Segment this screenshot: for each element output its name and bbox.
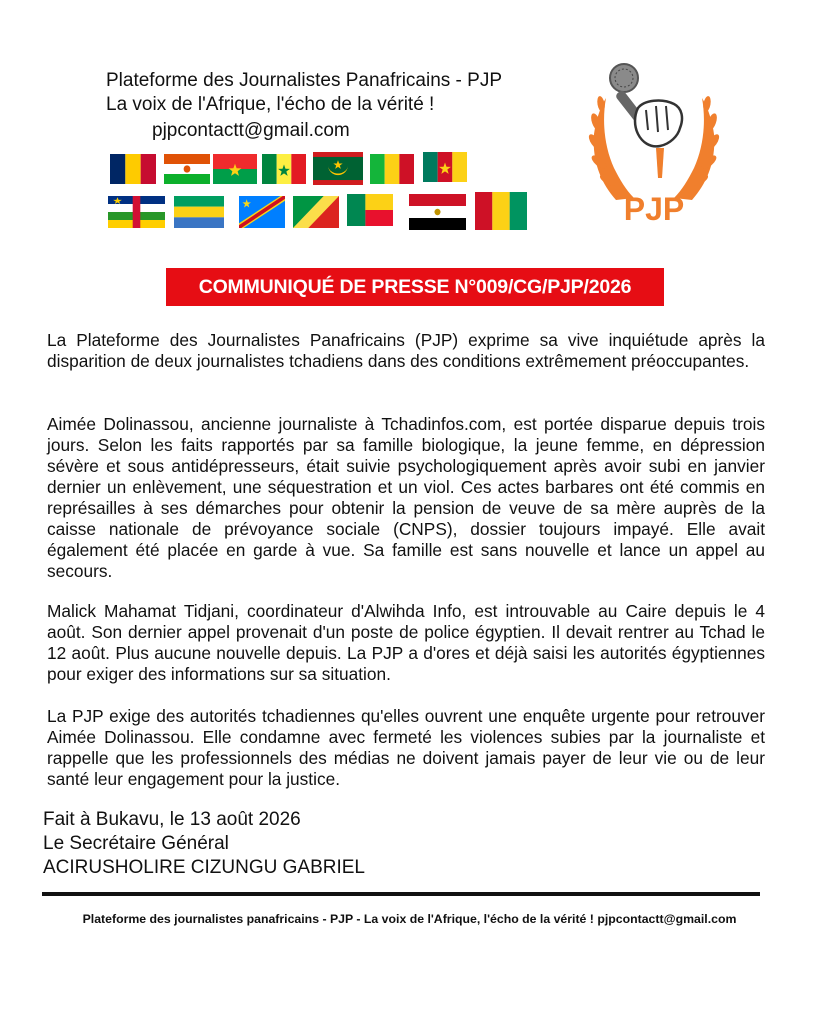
paragraph-dolinassou: Aimée Dolinassou, ancienne journaliste à Tchadinfos.com, est portée disparue depuis trois jours. Selon les faits rapportés par sa famille biologique, la jeune femme, en dépression sévère et sous antidépresseurs, était suivie psychologiquement après avoir subi en janvier dernier un enlèvement, une séquestration et un viol. Ces actes barbares ont été commis en représailles à ses démarches pour obtenir la pension de veuve de sa mère auprès de la caisse nationale de prévoyance sociale (CNPS), dossier toujours impayé. Elle avait également été placée en garde à vue. Sa famille est sans nouvelle et lance un appel au secours.	[47, 414, 765, 581]
press-release-title	[166, 268, 664, 306]
dr-congo-flag-icon	[239, 196, 285, 228]
paragraph-intro: La Plateforme des Journalistes Panafricains (PJP) exprime sa vive inquiétude après la disparition de deux journalistes tchadiens dans des conditions extrêmement préoccupantes.	[47, 330, 765, 371]
guinea-flag-icon	[475, 192, 527, 230]
paragraph-demands: La PJP exige des autorités tchadiennes qu'elles ouvrent une enquête urgente pour retrouver Aimée Dolinassou. Elle condamne avec fermeté les violences subies par la journaliste et rappelle que les professionnels des médias ne doivent jamais payer de leur vie ou de leur santé leur engagement pour la justice.	[47, 706, 765, 789]
senegal-flag-icon	[262, 154, 306, 184]
pjp-logo	[586, 60, 722, 228]
signature-place-date: Fait à Bukavu, le 13 août 2026	[43, 809, 301, 830]
burkina-faso-flag-icon	[213, 154, 257, 184]
org-name: Plateforme des Journalistes Panafricains - PJP	[106, 70, 503, 91]
footer-text: Plateforme des journalistes panafricains - PJP - La voix de l'Afrique, l'écho de la vérité ! pjpcontactt@gmail.com	[82, 912, 737, 926]
egypt-flag-icon	[409, 194, 466, 230]
org-slogan: La voix de l'Afrique, l'écho de la vérité !	[106, 94, 435, 115]
niger-flag-icon	[164, 154, 210, 184]
signature-role: Le Secrétaire Général	[43, 833, 229, 854]
congo-flag-icon	[293, 196, 339, 228]
logo-text: PJP	[623, 191, 685, 227]
chad-flag-icon	[110, 154, 156, 184]
title-text: COMMUNIQUÉ DE PRESSE N°009/CG/PJP/2026	[198, 275, 632, 298]
cameroon-flag-icon	[423, 152, 467, 182]
footer-divider	[42, 892, 760, 896]
mauritania-flag-icon	[313, 152, 363, 185]
benin-flag-icon	[347, 194, 393, 226]
signature-name: ACIRUSHOLIRE CIZUNGU GABRIEL	[43, 857, 365, 878]
mali-flag-icon	[370, 154, 414, 184]
paragraph-tidjani: Malick Mahamat Tidjani, coordinateur d'Alwihda Info, est introuvable au Caire depuis le 4 août. Son dernier appel provenait d'un poste de police égyptien. Il devait rentrer au Tchad le 12 août. Plus aucune nouvelle depuis. La PJP a d'ores et déjà saisi les autorités égyptiennes pour exiger des informations sur sa situation.	[47, 601, 765, 684]
gabon-flag-icon	[174, 196, 224, 228]
central-african-republic-flag-icon	[108, 196, 165, 228]
org-email: pjpcontactt@gmail.com	[152, 120, 350, 141]
